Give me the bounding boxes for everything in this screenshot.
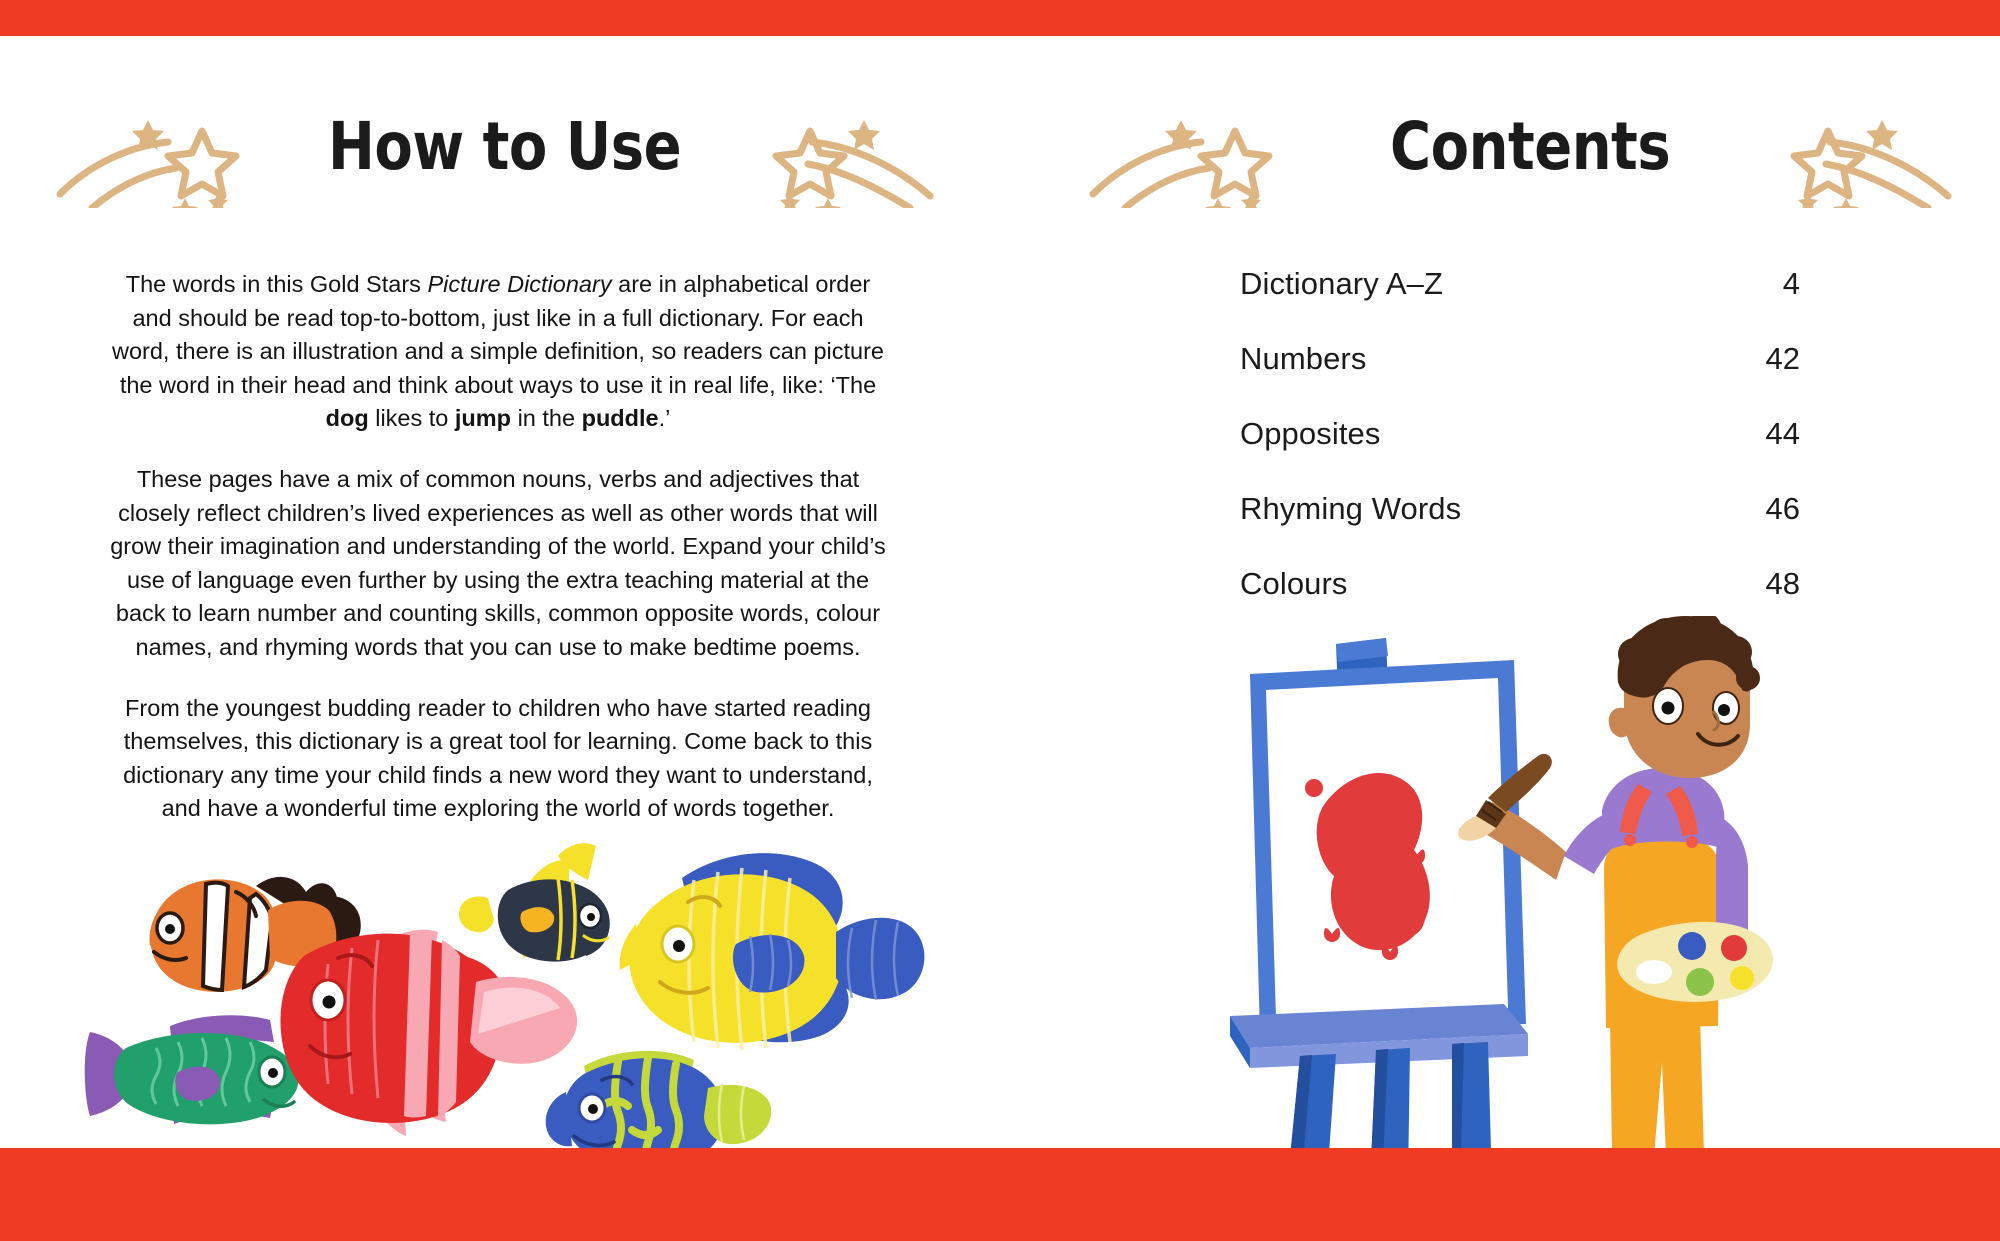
paragraph: The words in this Gold Stars Picture Dictionary are in alphabetical order and should be read top-to-bottom, just like in a full dictionary. For each word, there is an illustration and a simple definition, so readers can picture the word in their head and think about ways to use it in real life, like: ‘The dog likes to jump in the puddle.’	[112, 271, 884, 432]
contents-entry-page: 42	[1765, 341, 1800, 376]
contents-entry-page: 48	[1765, 566, 1800, 601]
contents-entry-rhyming-words[interactable]	[1240, 491, 1800, 566]
contents-entry-label: Numbers	[1240, 341, 1367, 376]
paragraph: From the youngest budding reader to children who have started reading themselves, this dictionary is a great tool for learning. Come back to this dictionary any time your child finds a new word they want to understand, and have a wonderful time exploring the world of words together.	[123, 694, 873, 822]
contents-entry-numbers[interactable]	[1240, 341, 1800, 416]
contents-entry-dictionary[interactable]	[1240, 266, 1800, 341]
shooting-star-icon	[1778, 98, 1978, 208]
purple-green-fish-icon	[85, 1015, 299, 1124]
bottom-red-band	[0, 1148, 2000, 1241]
contents-entry-page: 44	[1765, 416, 1800, 451]
small-yellow-navy-fish-icon	[459, 843, 610, 961]
big-yellow-blue-fish-icon	[620, 853, 925, 1050]
red-fish-icon	[280, 930, 577, 1136]
page-spread	[0, 36, 2000, 1148]
page-title-how-to-use: How to Use	[328, 109, 682, 186]
shooting-star-icon	[1085, 98, 1285, 208]
page-title-contents: Contents	[1390, 109, 1671, 186]
how-to-use-body	[108, 268, 888, 826]
boy-painting-illustration	[1230, 616, 1790, 1216]
shooting-star-icon	[52, 98, 252, 208]
contents-entry-label: Opposites	[1240, 416, 1381, 451]
blue-green-fish-icon	[546, 1051, 772, 1156]
contents-entry-label: Colours	[1240, 566, 1348, 601]
easel-icon	[1230, 638, 1528, 1198]
contents-entry-page: 46	[1765, 491, 1800, 526]
contents-entry-page: 4	[1782, 266, 1800, 301]
contents-entry-label: Rhyming Words	[1240, 491, 1462, 526]
contents-entry-opposites[interactable]	[1240, 416, 1800, 491]
tropical-fish-illustration	[60, 836, 940, 1156]
top-red-band	[0, 0, 2000, 36]
paragraph: These pages have a mix of common nouns, verbs and adjectives that closely reflect children’s lived experiences as well as other words that will grow their imagination and understanding of the world. Expand your child’s use of language even further by using the extra teaching material at the back to learn number and counting skills, common opposite words, colour names, and rhyming words that you can use to make bedtime poems.	[110, 465, 886, 660]
shooting-star-icon	[760, 98, 960, 208]
contents-list	[1240, 266, 1800, 641]
contents-entry-label: Dictionary A–Z	[1240, 266, 1443, 301]
